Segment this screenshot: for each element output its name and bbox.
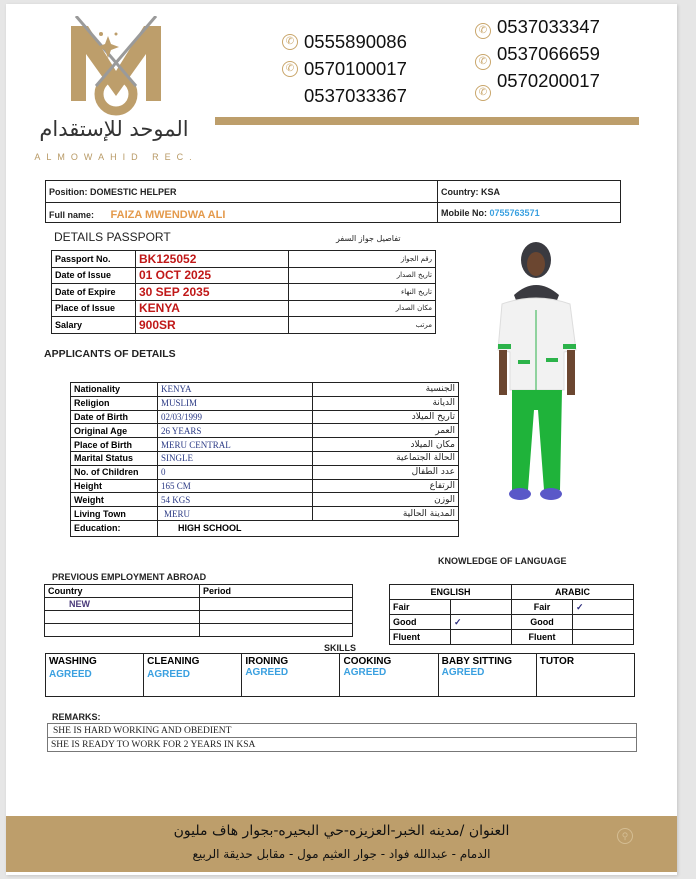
table-row: Salary 900SR مرتب (52, 317, 436, 334)
passport-section-title: DETAILS PASSPORT (54, 230, 171, 244)
table-row: Date of Expire 30 SEP 2035 تاريخ النهاء (52, 284, 436, 301)
fullname-cell: Full name: FAIZA MWENDWA ALI (46, 203, 438, 223)
education-value: HIGH SCHOOL (158, 520, 459, 536)
address-footer (6, 816, 677, 872)
passport-section-title-ar: تفاصيل جواز السفر (336, 234, 401, 243)
phone-icon: ✆ (475, 85, 491, 101)
phone-icon: ✆ (282, 34, 298, 50)
phone-icon: ✆ (475, 54, 491, 70)
skill-cell: TUTOR (536, 654, 634, 697)
skill-cell: CLEANING AGREED (144, 654, 242, 697)
table-row: Fluent Fluent (390, 630, 634, 645)
table-row: Height 165 CM الرتفاع (71, 479, 459, 493)
employment-table (44, 584, 353, 637)
skill-cell: WASHING AGREED (46, 654, 144, 697)
table-row: Nationality KENYA الجنسية (71, 383, 459, 397)
remarks-section-title: REMARKS: (52, 712, 101, 722)
mobile-cell: Mobile No: 0755763571 (438, 203, 621, 223)
english-fluent-check (451, 630, 512, 645)
logo-arabic-name: الموحد للإستقدام (39, 117, 189, 141)
arabic-fluent-check (573, 630, 634, 645)
table-row: No. of Children 0 عدد الطفال (71, 465, 459, 479)
address-line-2: الدمام - عبدالله فواد - جوار العثيم مول - مقابل حديقة الربيع (192, 847, 491, 861)
remarks-table (47, 723, 637, 752)
employment-section-title: PREVIOUS EMPLOYMENT ABROAD (52, 572, 207, 582)
language-table (389, 584, 634, 645)
logo-english-name: ALMOWAHID REC. (34, 152, 198, 162)
skills-table (45, 653, 635, 697)
english-fair-check (451, 600, 512, 615)
header-divider (215, 117, 639, 125)
table-row: Living Town MERU المدينة الحالية (71, 507, 459, 521)
logo-mark-icon (66, 16, 166, 116)
table-row: Place of Issue KENYA مكان الصدار (52, 300, 436, 317)
fullname-value: FAIZA MWENDWA ALI (110, 209, 226, 221)
phone-list-left (282, 28, 407, 109)
table-row: Religion MUSLIM الديانة (71, 396, 459, 410)
applicant-details-table (70, 382, 459, 537)
table-row: SHE IS READY TO WORK FOR 2 YEARS IN KSA (48, 738, 637, 752)
table-row: Original Age 26 YEARS العمر (71, 424, 459, 438)
table-row: Weight 54 KGS الوزن (71, 493, 459, 507)
table-row: Passport No. BK125052 رقم الجواز (52, 251, 436, 268)
phone-item: ✆ 0537033347 (475, 13, 600, 40)
table-row (45, 624, 353, 637)
applicant-photo (484, 240, 584, 506)
table-header-row: ENGLISH ARABIC (390, 585, 634, 600)
table-row: Good ✓ Good (390, 615, 634, 630)
skill-cell: BABY SITTING AGREED (438, 654, 536, 697)
arabic-fair-check: ✓ (573, 600, 634, 615)
phone-list-right (475, 13, 600, 98)
table-row (46, 654, 635, 697)
mobile-value: 0755763571 (489, 207, 540, 218)
phone-item: 0537033367 (304, 85, 407, 106)
phone-icon: ✆ (282, 61, 298, 77)
english-good-check: ✓ (451, 615, 512, 630)
phone-item: ✆ 0537066659 (475, 40, 600, 67)
language-section-title: KNOWLEDGE OF LANGUAGE (438, 556, 567, 566)
company-logo (24, 14, 204, 164)
table-header-row: Country Period (45, 585, 353, 598)
location-pin-icon: ⚲ (617, 828, 633, 844)
cv-page (6, 4, 677, 875)
phone-item: ✆ 0570200017 (475, 67, 600, 94)
phone-icon: ✆ (475, 23, 491, 39)
country-cell: Country: KSA (438, 181, 621, 203)
table-row: Place of Birth MERU CENTRAL مكان الميلاد (71, 438, 459, 452)
table-row: SHE IS HARD WORKING AND OBEDIENT (48, 724, 637, 738)
table-row: Marital Status SINGLE الحالة الجتماعية (71, 451, 459, 465)
table-row: Fair Fair ✓ (390, 600, 634, 615)
table-row: Date of Birth 02/03/1999 تاريخ الميلاد (71, 410, 459, 424)
table-row: Date of Issue 01 OCT 2025 تاريخ الصدار (52, 267, 436, 284)
table-row (45, 611, 353, 624)
phone-item: ✆ 0570100017 (282, 55, 407, 82)
skills-section-title: SKILLS (324, 643, 357, 653)
skill-cell: COOKING AGREED (340, 654, 438, 697)
table-row: NEW (45, 598, 353, 611)
skill-cell: IRONING AGREED (242, 654, 340, 697)
position-info-table (45, 180, 621, 223)
phone-item: ✆ 0555890086 (282, 28, 407, 55)
address-line-1: العنوان /مدينه الخبر-العزيزه-حي البحيره-بجوار هاف مليون (173, 823, 510, 839)
passport-table (51, 250, 436, 334)
arabic-good-check (573, 615, 634, 630)
applicant-section-title: APPLICANTS OF DETAILS (44, 348, 176, 360)
position-cell: Position: DOMESTIC HELPER (46, 181, 438, 203)
table-row: Education: HIGH SCHOOL (71, 520, 459, 536)
